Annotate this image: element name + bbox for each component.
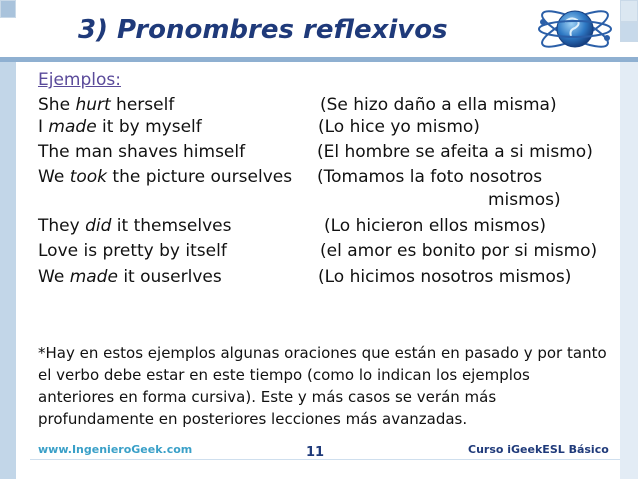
example-english [38,167,292,187]
english-text: herself [110,95,175,115]
example-spanish: (el amor es bonito por si mismo) [320,241,598,261]
english-text: it themselves [111,216,232,236]
english-text: Love is pretty by itself [38,241,227,261]
example-english [38,241,227,261]
english-verb: made [69,267,118,287]
course-label: Curso iGeekESL Básico [468,443,609,456]
example-english [38,142,245,162]
footer-url-link[interactable]: www.IngenieroGeek.com [38,443,193,456]
corner-tile [620,22,638,42]
example-english [38,95,174,115]
globe-atom-icon [535,0,615,58]
english-text: it ouserlves [117,267,222,287]
english-text: She [38,95,76,115]
slide-title: 3) Pronombres reflexivos [78,15,448,45]
explanation-note: *Hay en estos ejemplos algunas oraciones que están en pasado y por tanto el verbo debe estar en este tiempo (como lo indican los ejemplos anteriores en forma cursiva). Este y más casos se verán más profundamente en posteriores lecciones más avanzadas. [38,344,607,428]
english-verb: took [69,167,107,187]
example-spanish: mismos) [488,190,561,210]
examples-label: Ejemplos: [38,70,121,90]
left-decor-bar [0,0,16,479]
example-spanish: (Tomamos la foto nosotros [317,167,543,187]
english-verb: made [48,117,97,137]
english-text: the picture ourselves [107,167,293,187]
example-spanish: (Lo hicieron ellos mismos) [324,216,546,236]
english-text: They [38,216,86,236]
english-text: The man shaves himself [38,142,246,162]
example-spanish: (Lo hice yo mismo) [318,117,480,137]
english-text: it by myself [96,117,202,137]
example-english [38,216,231,236]
example-spanish: (Lo hicimos nosotros mismos) [318,267,572,287]
english-text: We [38,167,70,187]
example-spanish: (Se hizo daño a ella misma) [320,95,557,115]
english-text: We [38,267,70,287]
right-decor-bar [620,0,638,479]
english-verb: did [85,216,112,236]
page-number: 11 [306,445,325,460]
corner-tile [0,0,16,18]
corner-tile [620,0,638,22]
english-verb: hurt [75,95,111,115]
english-text: I [38,117,49,137]
example-english [38,267,222,287]
footer-separator [30,459,620,460]
example-english [38,117,202,137]
example-spanish: (El hombre se afeita a si mismo) [317,142,593,162]
